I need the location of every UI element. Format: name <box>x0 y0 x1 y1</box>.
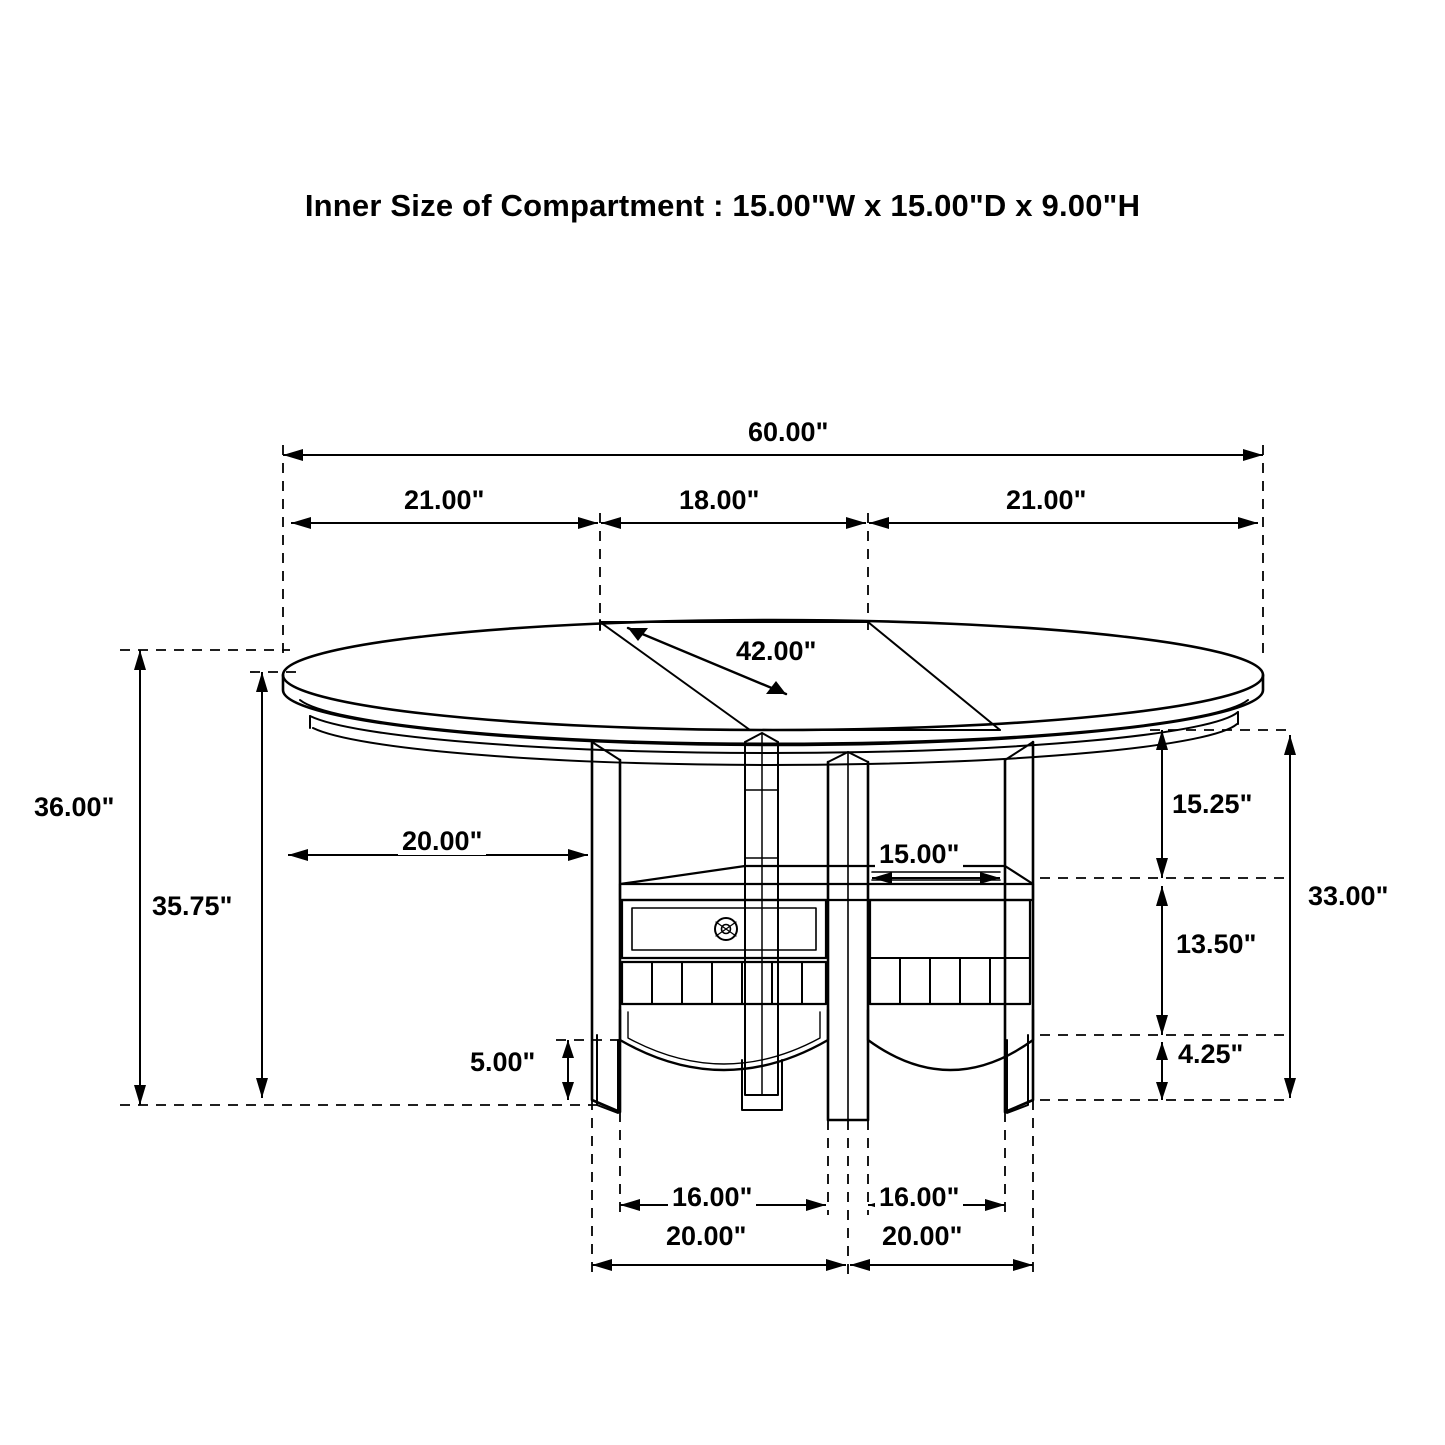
dim-label-table-depth: 42.00" <box>732 637 820 665</box>
dim-label-base-span-left: 20.00" <box>662 1222 750 1250</box>
dimline-20-bottom-right <box>850 1259 1033 1271</box>
dimline-20-bottom-left <box>592 1259 846 1271</box>
dimline-60 <box>283 445 1263 655</box>
dim-label-foot-span-right: 16.00" <box>875 1183 963 1211</box>
dim-label-center-leaf-width: 18.00" <box>675 486 763 514</box>
dim-label-floor-clearance-right: 4.25" <box>1174 1040 1247 1068</box>
dimline-1350 <box>1040 886 1290 1035</box>
dim-label-left-leaf-width: 21.00" <box>400 486 488 514</box>
page-title: Inner Size of Compartment : 15.00"W x 15.00"D x 9.00"H <box>304 188 1141 223</box>
dimline-3575 <box>250 672 300 1098</box>
dim-label-foot-clearance-left: 5.00" <box>466 1048 539 1076</box>
dimline-15-shelf <box>872 872 1000 884</box>
dimline-425 <box>1040 1042 1290 1100</box>
dim-label-table-top-height: 35.75" <box>148 892 236 920</box>
dim-label-base-total-height: 33.00" <box>1304 882 1392 910</box>
dim-label-right-leaf-width: 21.00" <box>1002 486 1090 514</box>
slat-panel-left <box>622 962 826 1004</box>
dim-label-overall-height: 36.00" <box>30 793 118 821</box>
storage-shelf-box <box>620 866 1033 900</box>
dimline-5 <box>556 1040 624 1100</box>
arched-rails <box>620 1010 1033 1070</box>
pedestal-base <box>592 733 1033 1120</box>
dim-label-shelf-width: 15.00" <box>875 840 963 868</box>
dimline-33 <box>1284 735 1296 1098</box>
bottom-extension-lines <box>592 1100 1033 1275</box>
dimline-segments-top <box>291 513 1258 630</box>
dim-label-base-span-right: 20.00" <box>878 1222 966 1250</box>
dim-label-base-top-width: 20.00" <box>398 827 486 855</box>
dim-label-apron-to-shelf-height: 15.25" <box>1168 790 1256 818</box>
drawer-front <box>622 900 826 958</box>
dim-label-foot-span-left: 16.00" <box>668 1183 756 1211</box>
dim-label-storage-section-height: 13.50" <box>1172 930 1260 958</box>
dim-label-overall-width: 60.00" <box>744 418 832 446</box>
